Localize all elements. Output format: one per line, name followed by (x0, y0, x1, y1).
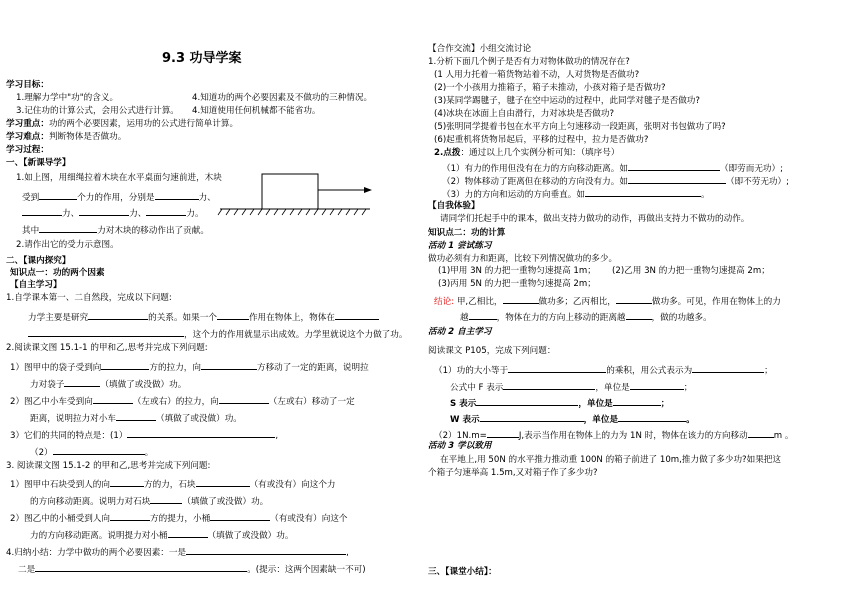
s4-line: 4.归纳小结：力学中做功的两个必要因素：一是 , (6, 545, 349, 559)
act2-line-d: S 表示 ，单位是 ； (450, 396, 669, 410)
act2-line-b: （1）功的大小等于 的乘积，用公式表示为 ； (434, 363, 773, 377)
act3-line-a: 在平地上,用 50N 的水平推力推动重 100N 的箱子前进了 10m,推力做了多少功?如果把这 (440, 455, 781, 465)
s1-line-a: 力学主要是研究 的关系。如果一个 作用在物体上，物体在 (28, 310, 379, 324)
goal-4: 4.知道使用任何机械都不能省功。 (192, 106, 321, 116)
knowledge-point-1: 知识点一：功的两个因素 (10, 268, 105, 278)
r1-item-5: (5)张明同学提着书包在水平方向上匀速移动一段距离，张明对书包做功了吗? (434, 122, 726, 132)
s2-line-c: 2）图乙中小车受到向 （左或右）的拉力，向 （左或右）移动了一定 (10, 394, 355, 408)
block-on-table-figure (206, 166, 376, 218)
s3-line: 3. 阅读课文图 15.1-2 的甲和乙,思考并完成下列问题: (6, 461, 211, 471)
s4-line-b: 二是 。(提示：这两个因素缺一不可) (18, 562, 366, 576)
s1-line-b: ，这个力的作用就显示出成效。力学里就说这个力做了功。 (28, 327, 407, 341)
r1-item-2: (2)一个小孩用力推箱子，箱子未推动，小孩对箱子是否做功? (434, 83, 666, 93)
knowledge-point-2: 知识点二：功的计算 (428, 228, 506, 238)
page-title: 9.3 功导学案 (162, 51, 242, 66)
s1-line: 1.自学课本第一、二自然段，完成以下问题: (6, 293, 172, 303)
section-3-heading: 三、【课堂小结】： (428, 567, 497, 577)
act1-line-b1: (1)甲用 3N 的力把一重物匀速提高 1m； (438, 266, 596, 276)
s3-line-a: 1）图甲中石块受到人的向 方的力，石块 （有或没有）向这个力 (10, 477, 336, 491)
r2-line: 2.点拨：通过以上几个实例分析可知：（填序号） (434, 148, 620, 158)
act3-line-b: 个箱子匀速举高 1.5m,又对箱子作了多少功? (428, 468, 598, 478)
s2-line-b: 力对袋子 （填做了或没做）功。 (30, 377, 186, 391)
conclusion-line: 结论: 甲,乙相比， 做功多；乙丙相比， 做功多。可见，作用在物体上的力 (434, 294, 781, 308)
r1-item-1: (1 人用力托着一箱货物站着不动，人对货物是否做功? (434, 70, 640, 80)
coop-heading: 【合作交流】小组交流讨论 (428, 44, 532, 54)
q1-line-b: 受到 个力的作用，分别是 力、 (22, 190, 216, 204)
self-study-heading: 【自主学习】 (10, 280, 62, 290)
section-1-heading: 一、【新课导学】 (6, 158, 71, 168)
s2-line-a: 1）图甲中的袋子受到向 方的拉力，向 方移动了一定的距离，说明拉 (10, 360, 369, 374)
act1-line-a: 做功必须有力和距离，比较下列情况做功的多少。 (428, 254, 618, 264)
goal-2: 4.知道功的两个必要因素及不做功的三种情况。 (192, 93, 373, 103)
act2-line-a: 阅读课文 P105，完成下列问题： (428, 346, 556, 356)
act1-line-b2: (2)乙用 3N 的力把一重物匀速提高 2m； (612, 266, 770, 276)
experience-heading: 【自我体验】 (428, 201, 480, 211)
s3-line-b: 的方向移动距离。说明力对石块 （填做了或没做）功。 (30, 494, 268, 508)
act2-line-f: （2）1N.m= J,表示当作用在物体上的力为 1N 时，物体在该力的方向移动 m 。 (434, 428, 793, 442)
s2-line-d: 距离，说明拉力对小车 （填做了或没做）功。 (30, 411, 242, 425)
r1-item-6: (6)起重机将货物吊起后，平移的过程中，拉力是否做功? (434, 135, 649, 145)
act2-line-c: 公式中 F 表示 ，单位是 ； (450, 380, 692, 394)
r1-item-3: (3)某同学踢毽子，毽子在空中运动的过程中，此同学对毽子是否做功? (434, 96, 700, 106)
process-heading: 学习过程： (6, 145, 49, 155)
activity-2-heading: 活动 2 自主学习 (428, 327, 492, 337)
r1-line: 1.分析下面几个例子是否有力对物体做功的情况存在? (428, 57, 630, 67)
key-points: 学习重点：功的两个必要因素，运用功的公式进行简单计算。 (6, 119, 239, 129)
goal-1: 1.理解力学中"功"的含义。 (16, 93, 119, 103)
difficult-points: 学习难点：判断物体是否做功。 (6, 132, 127, 142)
q1-line-c: 力、 力、 力。 (22, 206, 204, 220)
conclusion-line-2: 越 ，物体在力的方向上移动的距离越 ，做的功越多。 (460, 310, 712, 324)
act2-line-e: W 表示 ，单位是 。 (450, 412, 695, 426)
q2-line: 2.请作出它的受力示意图。 (16, 240, 119, 250)
r1-item-4: (4)冰块在冰面上自由滑行，力对冰块是否做功? (434, 109, 615, 119)
s3-line-c: 2）图乙中的小桶受到人向 方的提力，小桶 （有或没有）向这个 (10, 511, 348, 525)
goal-3: 3.记住功的计算公式，会用公式进行计算。 (16, 106, 179, 116)
goal-heading: 学习目标： (6, 80, 49, 90)
q1-line-d: 其中 力对木块的移动作出了贡献。 (22, 223, 209, 237)
act1-line-c: (3)丙用 5N 的力把一重物匀速提高 2m； (438, 279, 596, 289)
r2-item-3: （3）力的方向和运动的方向垂直。如 。 (442, 187, 710, 201)
experience-text: 请同学们托起手中的课本，做出支持力做功的动作，再做出支持力不做功的动作。 (440, 214, 750, 224)
r2-item-1: （1）有力的作用但没有在力的方向移动距离。如 （即劳而无功）; (442, 161, 783, 175)
r2-item-2: （2）物体移动了距离但在移动的方向没有力。如 （即不劳无功）; (442, 174, 789, 188)
section-2-heading: 二、【课内探究】 (6, 256, 71, 266)
s3-line-d: 力的方向移动距离。说明提力对小桶 （填做了或没做）功。 (30, 528, 293, 542)
q1-line-a: 1.如上图，用细绳拉着木块在水平桌面匀速前进，木块 (16, 173, 222, 183)
activity-3-heading: 活动 3 学以致用 (428, 441, 492, 451)
activity-1-heading: 活动 1 尝试练习 (428, 241, 492, 251)
s2-line-f: （2） 。 (30, 445, 153, 459)
s2-line: 2.阅读课文图 15.1-1 的甲和乙,思考并完成下列问题: (6, 343, 208, 353)
s2-line-e: 3）它们的共同的特点是：(1） , (10, 428, 278, 442)
